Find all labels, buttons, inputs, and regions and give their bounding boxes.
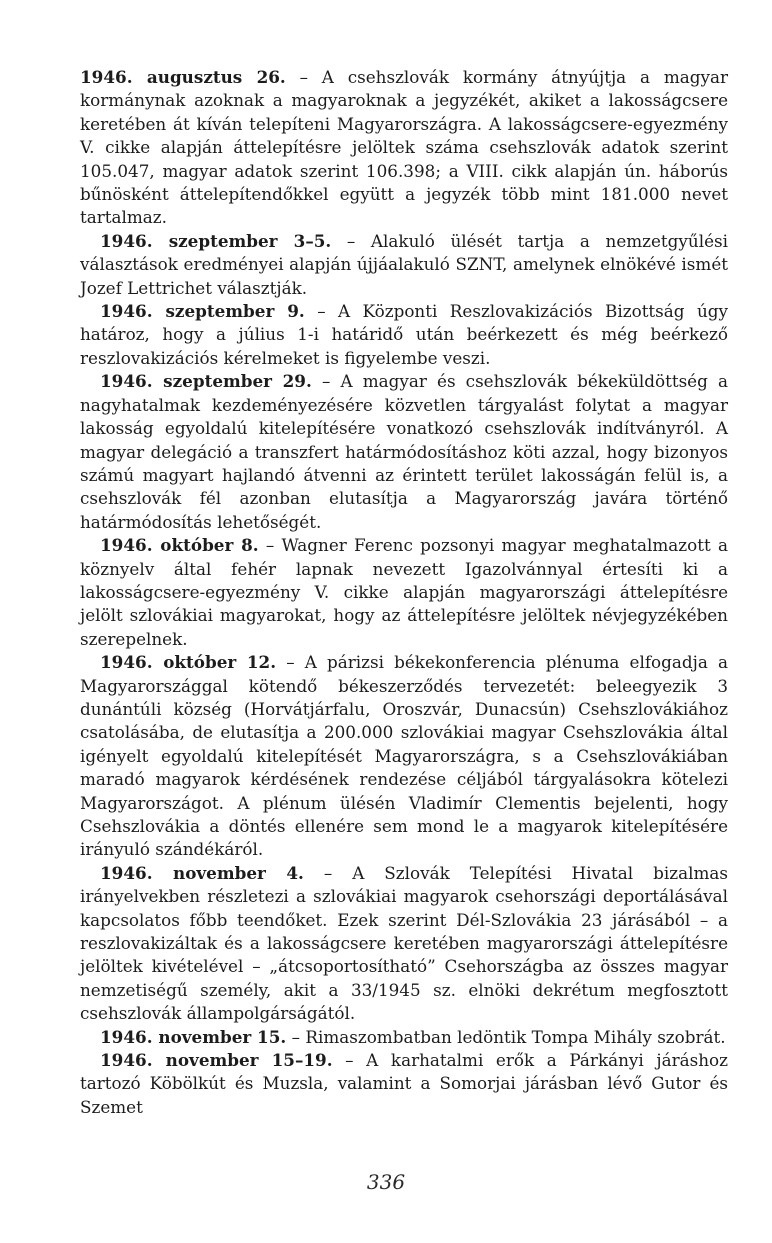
entry-text: – A magyar és csehszlovák békeküldöttség a nagyhatalmak kezdeményezésére közvetlen tárgyalást folytat a magyar lakosság egyoldalú kitelepítésére vonatkozó csehszlovák indítványról. A magyar delegáció a transzfert határmódosításhoz köti azzal, hogy bizonyos számú magyart hajlandó átvenni az érintett terület lakosságán felül is, a csehszlovák fél azonban elutasítja a Magyarország javára történő határmódosítás lehetőségét. <box>80 371 728 532</box>
entry-date: 1946. szeptember 29. <box>100 371 312 392</box>
page-number: 336 <box>366 1170 406 1194</box>
entry-date: 1946. november 15–19. <box>100 1050 333 1071</box>
chronology-entry <box>80 1026 728 1049</box>
chronology-entry <box>80 534 728 651</box>
entry-text: – A párizsi békekonferencia plénuma elfogadja a Magyarországgal kötendő békeszerződés tervezetét: beleegyezik 3 dunántúli község (Horvátjárfalu, Oroszvár, Dunacsún) Csehszlovákiához csatolásába, de elutasítja a 200.000 szlovákiai magyar Csehszlovákia által igényelt egyoldalú kitelepítését Magyarországra, s a Csehszlovákiában maradó magyarok kérdésének rendezése céljából tárgyalásokra kötelezi Magyarországot. A plénum ülésén Vladimír Clementis bejelenti, hogy Csehszlovákia a döntés ellenére sem mond le a magyarok kitelepítésére irányuló szándékáról. <box>80 652 728 860</box>
entry-text: – A karhatalmi erők a Párkányi járáshoz tartozó Köbölkút és Muzsla, valamint a Somorjai járásban lévő Gutor és Szemet <box>80 1050 728 1117</box>
chronology-entry <box>80 230 728 300</box>
entry-text: – A csehszlovák kormány átnyújtja a magyar kormánynak azoknak a magyaroknak a jegyzékét, akiket a lakosságcsere keretében át kíván telepíteni Magyarországra. A lakosságcsere-egyezmény V. cikke alapján áttelepítésre jelöltek száma csehszlovák adatok szerint 105.047, magyar adatok szerint 106.398; a VIII. cikk alapján ún. háborús bűnösként áttelepítendőkkel együtt a jegyzék több mint 181.000 nevet tartalmaz. <box>80 67 728 228</box>
entry-text: – Alakuló ülését tartja a nemzetgyűlési választások eredményei alapján újjáalakuló SZNT, amelynek elnökévé ismét Jozef Lettrichet választják. <box>80 230 728 298</box>
chronology-entry <box>80 66 728 230</box>
entry-date: 1946. augusztus 26. <box>80 67 286 87</box>
chronology-page <box>80 66 728 1119</box>
chronology-entry <box>80 862 728 1026</box>
entry-text: – A Szlovák Telepítési Hivatal bizalmas irányelvekben részletezi a szlovákiai magyarok csehországi deportálásával kapcsolatos főbb teendőket. Ezek szerint Dél-Szlovákia 23 járásából – a reszlovakizáltak és a lakosságcsere keretében magyarországi áttelepítésre jelöltek kivételével – „átcsoportosítható” Csehországba az összes magyar nemzetiségű személy, akit a 33/1945 sz. elnöki dekrétum megfosztott csehszlovák állampolgárságától. <box>80 862 728 1024</box>
entry-date: 1946. szeptember 3–5. <box>100 230 332 251</box>
entry-text: – Wagner Ferenc pozsonyi magyar meghatalmazott a köznyelv által fehér lapnak nevezett Igazolvánnyal értesíti ki a lakosságcsere-egyezmény V. cikke alapján magyarországi áttelepítésre jelölt szlovákiai magyarokat, hogy az áttelepítésre jelöltek névjegyzékében szerepelnek. <box>80 535 728 649</box>
entry-text: – A Központi Reszlovakizációs Bizottság úgy határoz, hogy a július 1-i határidő után beérkezett és még beérkező reszlovakizációs kérelmeket is figyelembe veszi. <box>80 301 728 368</box>
entry-date: 1946. október 8. <box>100 535 259 556</box>
entry-date: 1946. november 4. <box>100 862 304 883</box>
entry-date: 1946. szeptember 9. <box>100 301 305 322</box>
chronology-entry <box>80 300 728 370</box>
chronology-entry <box>80 1049 728 1119</box>
chronology-entry <box>80 370 728 534</box>
chronology-entry <box>80 651 728 862</box>
entry-date: 1946. november 15. <box>100 1026 287 1047</box>
entry-text: – Rimaszombatban ledöntik Tompa Mihály szobrát. <box>286 1026 726 1047</box>
entry-date: 1946. október 12. <box>100 652 277 673</box>
